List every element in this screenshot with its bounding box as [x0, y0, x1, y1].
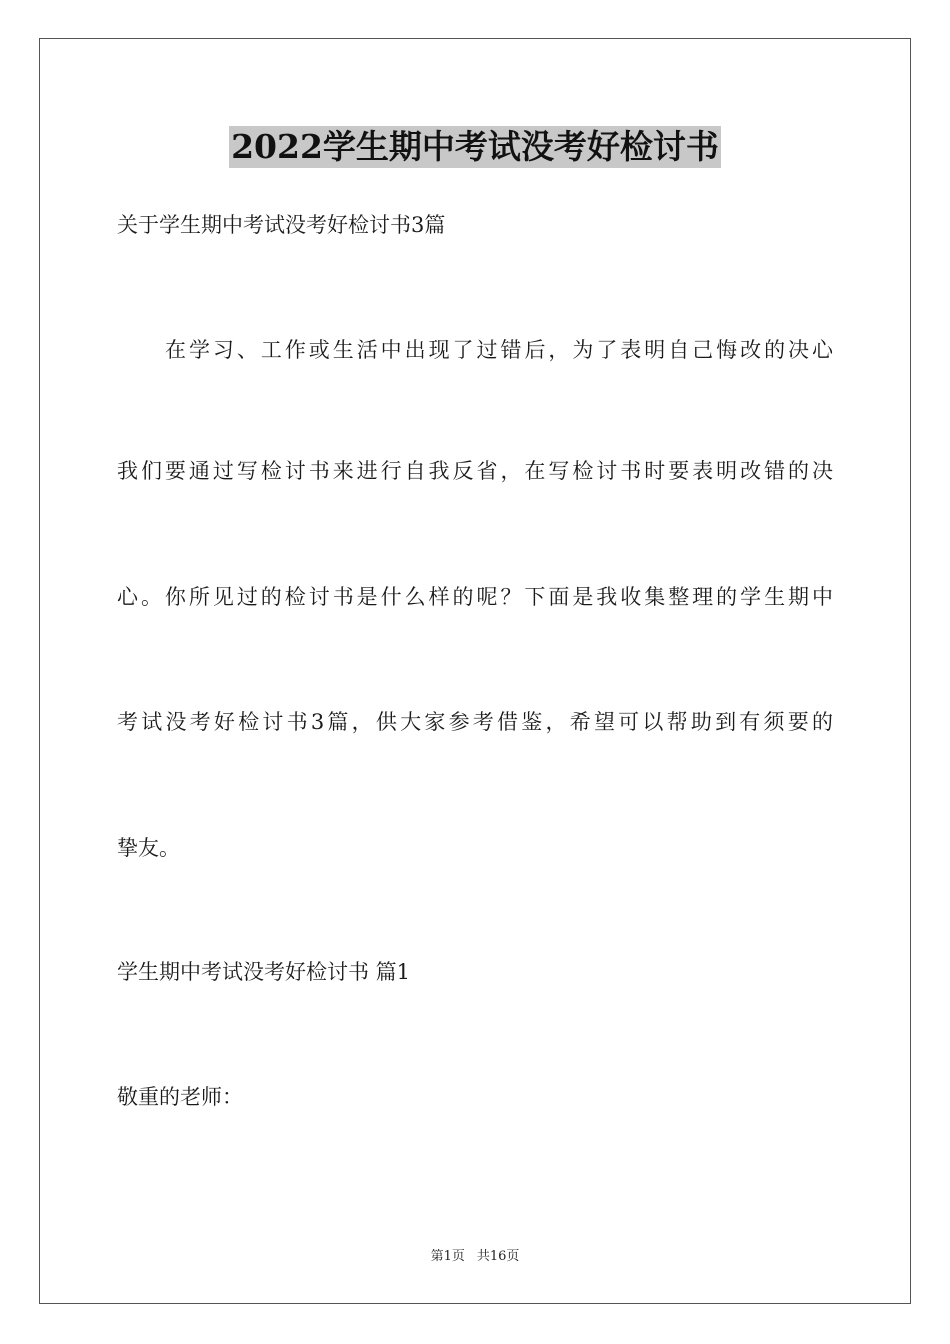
intro-line-1: 在学习、工作或生活中出现了过错后，为了表明自己悔改的决心	[165, 338, 833, 362]
salutation: 敬重的老师：	[117, 1085, 243, 1109]
document-title: 2022学生期中考试没考好检讨书	[231, 127, 719, 166]
document-subtitle: 关于学生期中考试没考好检讨书3篇	[117, 213, 446, 237]
page-number: 第1页	[430, 1249, 465, 1264]
page-footer	[0, 1248, 950, 1266]
intro-line-2: 我们要通过写检讨书来进行自我反省，在写检讨书时要表明改错的决	[117, 459, 833, 483]
page-total: 共16页	[476, 1249, 520, 1264]
intro-line-3: 心。你所见过的检讨书是什么样的呢？下面是我收集整理的学生期中	[117, 585, 833, 609]
section-heading: 学生期中考试没考好检讨书 篇1	[117, 960, 411, 984]
intro-line-5: 挚友。	[117, 836, 180, 860]
title-container	[0, 126, 950, 168]
intro-line-4: 考试没考好检讨书3篇，供大家参考借鉴，希望可以帮助到有须要的	[117, 710, 833, 734]
